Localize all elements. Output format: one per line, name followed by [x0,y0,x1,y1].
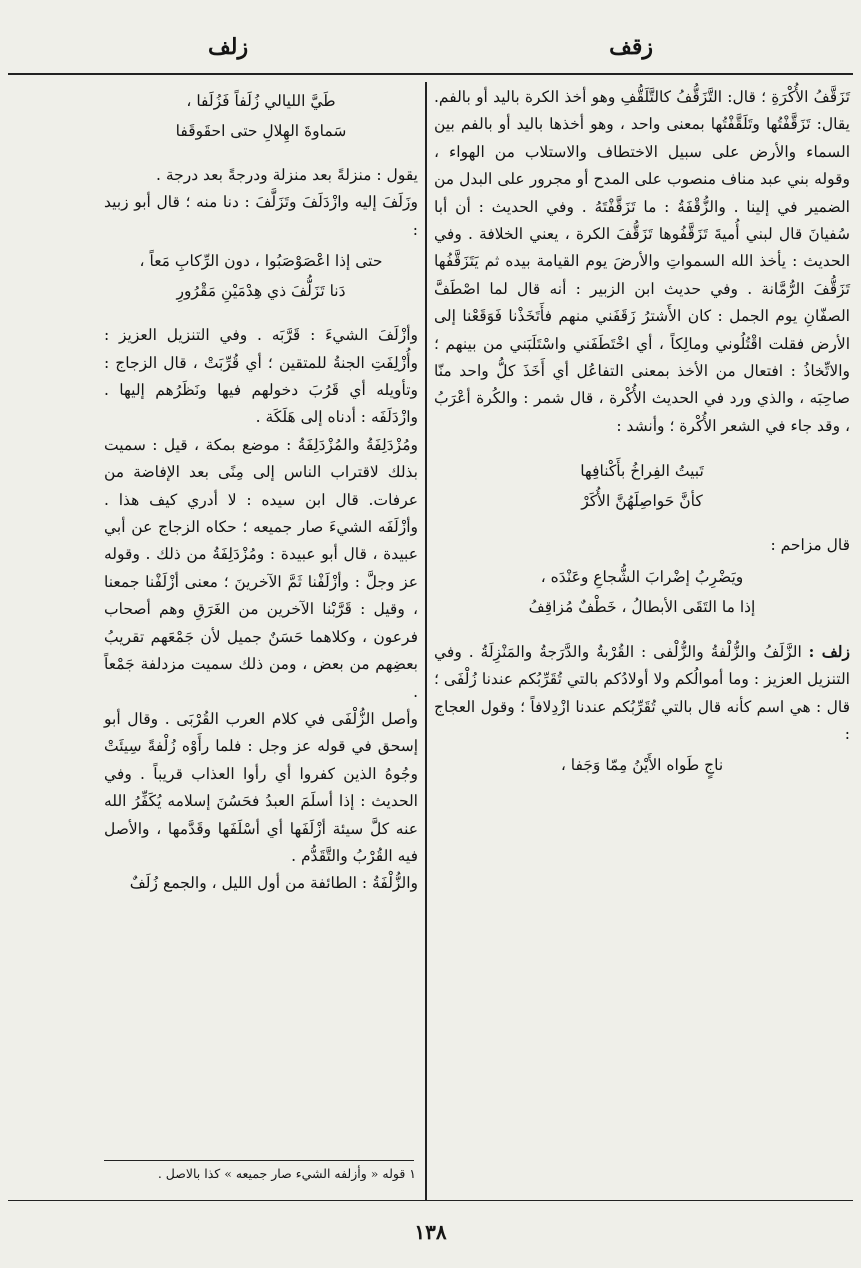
paragraph: قال مزاحم : [770,536,850,555]
left-column [104,84,418,898]
entry-body: الزَّلَفُ والزُّلْفةُ والزُّلْفى : القُرْبةُ والدَّرَجةُ والمَنْزِلَةُ . وفي التنزيل العزيز : وما أموالُكم ولا أولادُكم بالتي تُقَرِّبُكم عندنا زُلْفَى ؛ قال : هي اسم كأنه قال بالتي تُقَرِّبُكم عندنا ازْدِلافاً ؛ وقول العجاج : [434,642,850,743]
verse-line: دَنا تَزَلُّفَ ذي هِدْمَيْنِ مَقْرُورِ [176,282,346,301]
verse-line: تَبيتُ الفِراخُ بأَكْنافِها [580,462,704,481]
page-number: ١٣٨ [414,1220,447,1244]
footnote: ١ قوله « وأزلفه الشيء صار جميعه » كذا بالاصل . [157,1166,416,1181]
entry-zlf [434,638,850,749]
verse-line: طَيَّ الليالي زُلَفاً فَزُلَفا ، [186,92,336,110]
running-head-right: زقف [609,34,653,60]
entry-headword: زلف : [808,641,851,661]
running-head-left: زلف [208,34,249,60]
paragraph: والزُّلْفَةُ : الطائفة من أول الليل ، والجمع زُلَفٌ [129,874,418,893]
paragraph: تَزَقَّفُ الأُكْرَةِ ؛ قال: التَّزَقُّفُ كالتَّلَقُّفِ وهو أخذ الكرة باليد أو بالفم. يقال: تَزَقَّفْتُها وتَلَقَّفْتُها بمعنى واحد ، وهو أخذها باليد أو بالفم بين السماء والأرض على سبيل الاختطاف والاستلاب من الهواء ، وقوله بني عبد مناف منصوب على المدح أو مجرور على البدل من الضمير في إلينا . والزُّقْفَةُ : ما تَزَقَّفْتَهُ . وفي الحديث : أن أبا سُفيانَ قال لبني أُميةَ تَزَقَّفُوها تَزَقُّفَ الكرة ، يعني الخلافة . وفي الحديث : يأخذ الله السمواتِ والأرضَ يوم القيامة بيده ثم يَتَزَقَّفُها تَزَقُّفَ الرُّمَّانة . وفي حديث ابن الزبير : أنه قال لما اصْطَفَّ الصفّانِ يوم الجمل : كان الأَشترُ زَقَفَني منهم فأَتَخَذْنا فَوَقَعْنا إلى الأرض فقلت اقْتُلُوني ومالِكاً ، أي اخْتَطَفَني واسْتَلَبَني من بينهم ؛ والاتِّخاذُ : افتعال من الأخذ بمعنى التفاعُل أي أَخَذَ كلُّ واحد منّا صاحِبَه ، والذي ورد في الحديث الأُكْرة ، قال شمر : والكُرة أعْرَبُ ، وقد جاء في الشعر الأُكْرة ؛ وأنشد : [434,88,850,435]
verse-line: إذا ما التَقَى الأبطالُ ، خَطْفٌ مُزاقِفُ [528,597,756,616]
paragraph: وزَلَفَ إليه وازْدَلَفَ وتَزَلَّفَ : دنا منه ؛ قال أبو زبيد : [104,193,418,239]
footnote-rule [104,1160,414,1161]
paragraph: يقول : منزلةً بعد منزلة ودرجةً بعد درجة . [155,166,418,184]
right-column [434,84,850,782]
column-divider [425,82,427,1200]
paragraph: وأزْلَفَ الشيءَ : قَرَّبَه . وفي التنزيل العزيز : وأُزْلِفَتِ الجنةُ للمتقين ؛ أي قُرِّبَتْ ، قال الزجاج : وتأويله أي قَرُبَ دخولهم فيها ونَظَرُهم إليها . وازْدَلَفَه : أدناه إلى هَلَكَة . [104,326,418,427]
verse-line: ويَضْرِبُ إضْرابَ الشُّجاعِ وعَنْدَه ، [540,567,744,586]
verse-line: كأنَّ حَواصِلَهُنَّ الأُكَرْ [581,492,703,511]
top-rule [8,73,853,75]
paragraph: وأصل الزُّلْفَى في كلام العرب القُرْبَى . وقال أبو إسحق في قوله عز وجل : فلما رأَوْه زُلْفةً سِيئَتْ وجُوهُ الذين كفروا أي رأوا العذاب قريباً . وفي الحديث : إذا أسلَمَ العبدُ فحَسُنَ إسلامه يُكَفِّرُ الله عنه كلَّ سيئة أزْلَفَها أي أسْلَفَها وقَدَّمها ، والأصل فيه القُرْبُ والتَّقَدُّم . [104,709,418,865]
paragraph: ومُزْدَلِفَةُ والمُزْدَلِفَةُ : موضع بمكة ، قيل : سميت بذلك لاقتراب الناس إلى مِنًى بعد الإفاضة من عرفات. قال ابن سيده : لا أدري كيف هذا . وأزْلَفَه الشيءَ صار جميعه ؛ حكاه الزجاج عن أبي عبيدة ، قال أبو عبيدة : ومُزْدَلِفَةُ من ذلك . وقوله عز وجلَّ : وأزْلَفْنا ثَمَّ الآخرينَ ؛ معنى أزْلَفْنا جمعنا ، وقيل : قَرَّبْنا الآخرين من الغَرَقِ وهم أصحاب فرعون ، وكلاهما حَسَنٌ جميل لأن جَمْعَهم تقريبُ بعضِهم من بعض ، ومن ذلك سميت مزدلفة جَمْعاً . [104,435,418,701]
verse-line: ناجٍ طَواه الأَيْنُ مِمّا وَجَفا ، [560,756,724,775]
verse-line: حتى إذا اعْصَوْصَبُوا ، دون الرِّكابِ مَعاً ، [139,252,383,271]
verse-line: سَماوةَ الهِلالِ حتى احقَوقَفا [175,122,347,140]
bottom-rule [8,1200,853,1201]
